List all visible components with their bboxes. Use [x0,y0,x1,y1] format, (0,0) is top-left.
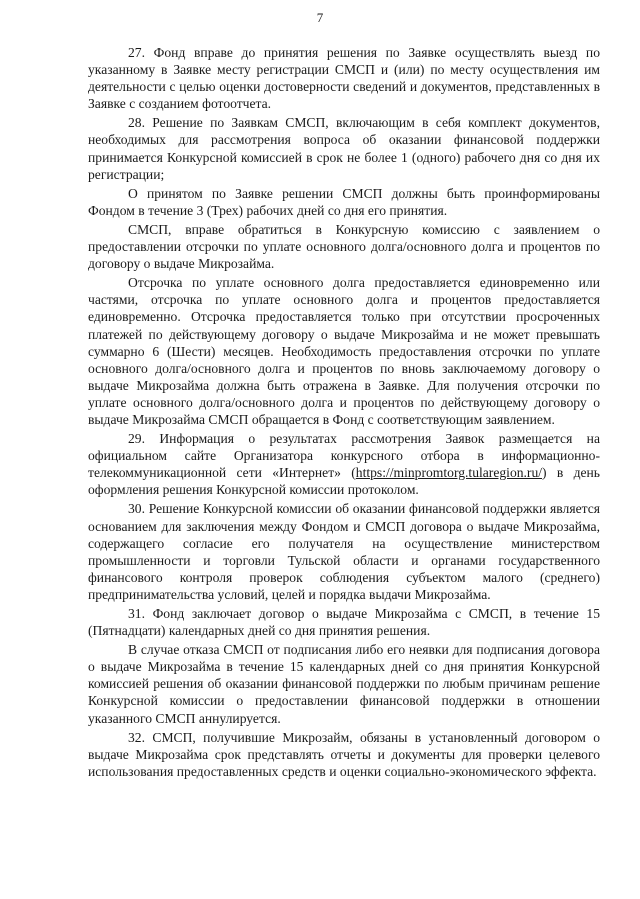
paragraph-28: 28. Решение по Заявкам СМСП, включающим в себя комплект документов, необходимых для рассмотрения вопроса об оказании финансовой поддержки принимается Конкурсной комиссией в срок не более 1 (одного) рабочего дня со дня их регистрации; [88,115,600,182]
paragraph-29 [88,430,600,498]
ministry-website-link[interactable]: https://minpromtorg.tularegion.ru/ [355,465,543,481]
document-body [88,44,600,782]
paragraph-31-refusal: В случае отказа СМСП от подписания либо его неявки для подписания договора о выдаче Микрозайма в течение 15 календарных дней со дня принятия Конкурсной комиссией решения об оказании финансовой поддержки по любым причинам решение Конкурсной комиссии о предоставлении финансовой поддержки в отношении указанного СМСП аннулируется. [88,642,600,726]
paragraph-28-deferral-terms: Отсрочка по уплате основного долга предоставляется единовременно или частями, отсрочка по уплате основного долга и процентов предоставляется единовременно. Отсрочка предоставляется только при отсутствии просроченных платежей по действующему договору о выдаче Микрозайма и не может превышать суммарно 6 (Шести) месяцев. Необходимость предоставления отсрочки по уплате основного долга/основного долга и процентов по вновь заключаемому договору о выдаче Микрозайма должна быть отражена в Заявке. Для получения отсрочки по уплате основного долга/основного долга и процентов по действующему договору о выдаче Микрозайма СМСП обращается в Фонд с соответствующим заявлением. [88,275,600,427]
paragraph-28-deferral-request: СМСП, вправе обратиться в Конкурсную комиссию с заявлением о предоставлении отсрочки по уплате основного долга/основного долга и процентов по договору о выдаче Микрозайма. [88,221,600,272]
paragraph-30: 30. Решение Конкурсной комиссии об оказании финансовой поддержки является основанием для заключения между Фондом и СМСП договора о выдаче Микрозайма, содержащего согласие его получателя на осуществление министерством промышленности и торговли Тульской области и органами государственного финансового контроля проверок соблюдения субъектом малого (среднего) предпринимательства условий, целей и порядка выдачи Микрозайма. [88,501,600,602]
paragraph-31: 31. Фонд заключает договор о выдаче Микрозайма с СМСП, в течение 15 (Пятнадцати) календарных дней со дня принятия решения. [88,606,600,639]
paragraph-27: 27. Фонд вправе до принятия решения по Заявке осуществлять выезд по указанному в Заявке месту регистрации СМСП и (или) по месту осуществления им деятельности с целью оценки достоверности сведений и документов, представленных в Заявке с созданием фотоотчета. [88,45,600,112]
paragraph-32: 32. СМСП, получившие Микрозайм, обязаны в установленный договором о выдаче Микрозайма срок представлять отчеты и документы для проверки целевого использования предоставленных средств и оценки социально-экономического эффекта. [88,729,600,779]
paragraph-29-text-before: 29. Информация о результатах рассмотрения Заявок размещается на официальном сайте Организатора конкурсного отбора в информационно-телекоммуникационной сети «Интернет» ( [88,431,600,481]
page-number: 7 [316,10,324,25]
paragraph-29-text-after: ) в день оформления решения Конкурсной комиссии протоколом. [88,465,601,498]
paragraph-28-notification: О принятом по Заявке решении СМСП должны быть проинформированы Фондом в течение 3 (Трех) рабочих дней со дня его принятия. [88,185,600,218]
